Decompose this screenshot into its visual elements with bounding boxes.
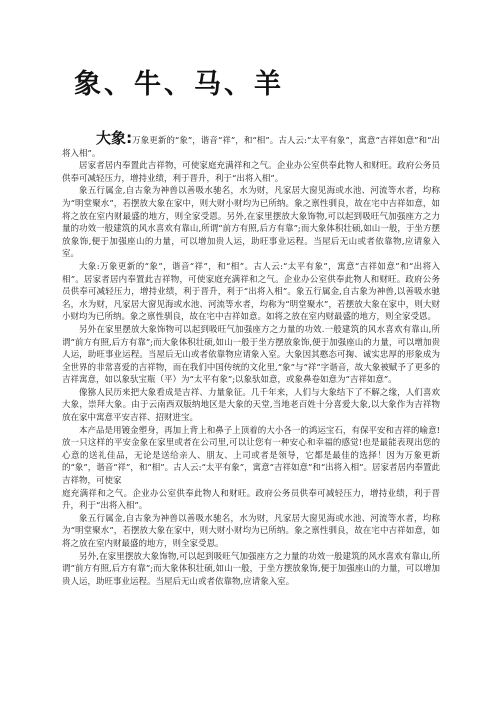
page-title: 象、牛、马、羊 xyxy=(74,69,284,100)
paragraph: 像猕人民历来把大象看成是吉祥、力量象征。几千年来，人们与大象结下了不解之缘，人们喜欢大象，崇拜大象。由于云南西双版纳地区是大象的天堂,当地老百姓十分喜爱大象,以大象作为吉祥物放在家中寓意平安吉祥、招财进宝。 xyxy=(62,387,440,424)
paragraph: 象五行属金,自古象为神兽以善吸水驰名，水为财，凡家居大窗见海或水池、河流等水者，均称为“明堂聚水”，若摆放大象在家中，则大财小财均为已所纳。象之禀性驯良，故在宅中吉祥如意，如将之放在室内财最盛的地方，则全家受恩。 xyxy=(62,513,440,549)
lead-paragraph xyxy=(62,129,440,160)
lead-text: 万象更新的“象”，谐音“祥”，和“相”。古人云:“太平有象”，寓意“吉祥如意”和“出将入相”。 xyxy=(62,136,440,159)
paragraph: 另外在家里摆放大象饰物可以起到吸旺气加强座方之力量的功效.一般建筑的风水喜欢有靠山,所谓“前方有照,后方有靠”;而大象体积壮硕,如山一般于坐方摆放象饰,便于加强座山的力量，可以增加贵人运，助旺事业运程。当屋后无山或者依靠物应请象入室。大象因其憨态可掬、诚实忠厚的形象成为全世界的非常喜爱的吉祥物，而在我们中国传统的文化里,“象”与“祥”字谐音，故大象被赋予了更多的吉祥寓意，如以象驮宝瓶（平）为“太平有象”;以象驮如意，或象鼻卷如意为“吉祥如意”。 xyxy=(62,324,440,386)
lead-word: 大象: xyxy=(96,129,133,147)
paragraph: 象五行属金,自古象为神兽以善吸水驰名，水为财，凡家居大窗见海或水池、河流等水者，均称为“明堂聚水”，若摆放大象在家中，则大财小财均为已所纳。象之禀性驯良，故在宅中吉祥如意，如将之放在室内财最盛的地方，则全家受恩。另外,在家里摆放大象饰物,可以起到吸旺气加强座方之力量的功效一般建筑的风水喜欢有靠山,所谓“前方有照,后方有靠”;而大象体积壮硕,如山一般，于坐方摆放象饰,便于加强座山的力量，可以增加贵人运，助旺事业运程。当屋后无山或者依靠物,应请象入室。 xyxy=(62,186,440,260)
paragraph: 另外,在家里摆放大象饰物,可以起到吸旺气加强座方之力量的功效一般建筑的风水喜欢有靠山,所谓“前方有照,后方有靠”;而大象体积壮硕,如山一般，于坐方摆放象饰,便于加强座山的力量，可以增加贵人运，助旺事业运程。当屋后无山或者依靠物,应请象入室。 xyxy=(62,551,440,587)
paragraph: 庭充满祥和之气。企业办公室供奉此物人和财旺。政府公务员供奉可减轻压力，增持业绩，利于晋升，利于“出将入相”。 xyxy=(62,488,440,512)
paragraph: 居家者居内奉置此吉祥物，可使家庭充满祥和之气。企业办公室供奉此物人和财旺。政府公务员供奉可减轻压力，增持业绩，利于晋升，利于“出将入相”。 xyxy=(62,161,440,184)
paragraph: 大象:万象更新的“象”，谐音“祥”，和“相”。古人云:“太平有象”，寓意“吉祥如意”和“出将入相”。居家者居内奉置此吉祥物，可使家庭充满祥和之气。企业办公室供奉此物人和财旺。政府公务员供奉可减轻压力，增持业绩，利于晋升，利于“出将入相”。象五行属金,自古象为神兽,以善吸水驰名，水为财，凡家居大窗见海或水池、河流等水者，均称为“明堂聚水”，若摆放大象在家中，则大财小财均为已所纳。象之禀性驯良，故在宅中吉祥如意。如将之放在室内财最盛的地方，则全家受恩。 xyxy=(62,261,440,323)
document-body xyxy=(62,129,441,588)
paragraph: 本产品是用镀金塑身，再加上背上和鼻子上顶着的大小各一的鸿运宝石，有保平安和吉祥的喻意!放一只这样的平安金象在家里或者在公司里,可以让您有一种安心和幸福的感觉!也是最能表现出您的心意的送礼佳品，无论是送给亲人、朋友、上司或者是领导，它都是最佳的选择！因为万象更新的“象”，谐音“祥”，和“相”。古人云:“太平有象”，寓意“吉祥如意”和“出将入相”。居家者居内奉置此吉祥物，可使家 xyxy=(62,425,441,487)
